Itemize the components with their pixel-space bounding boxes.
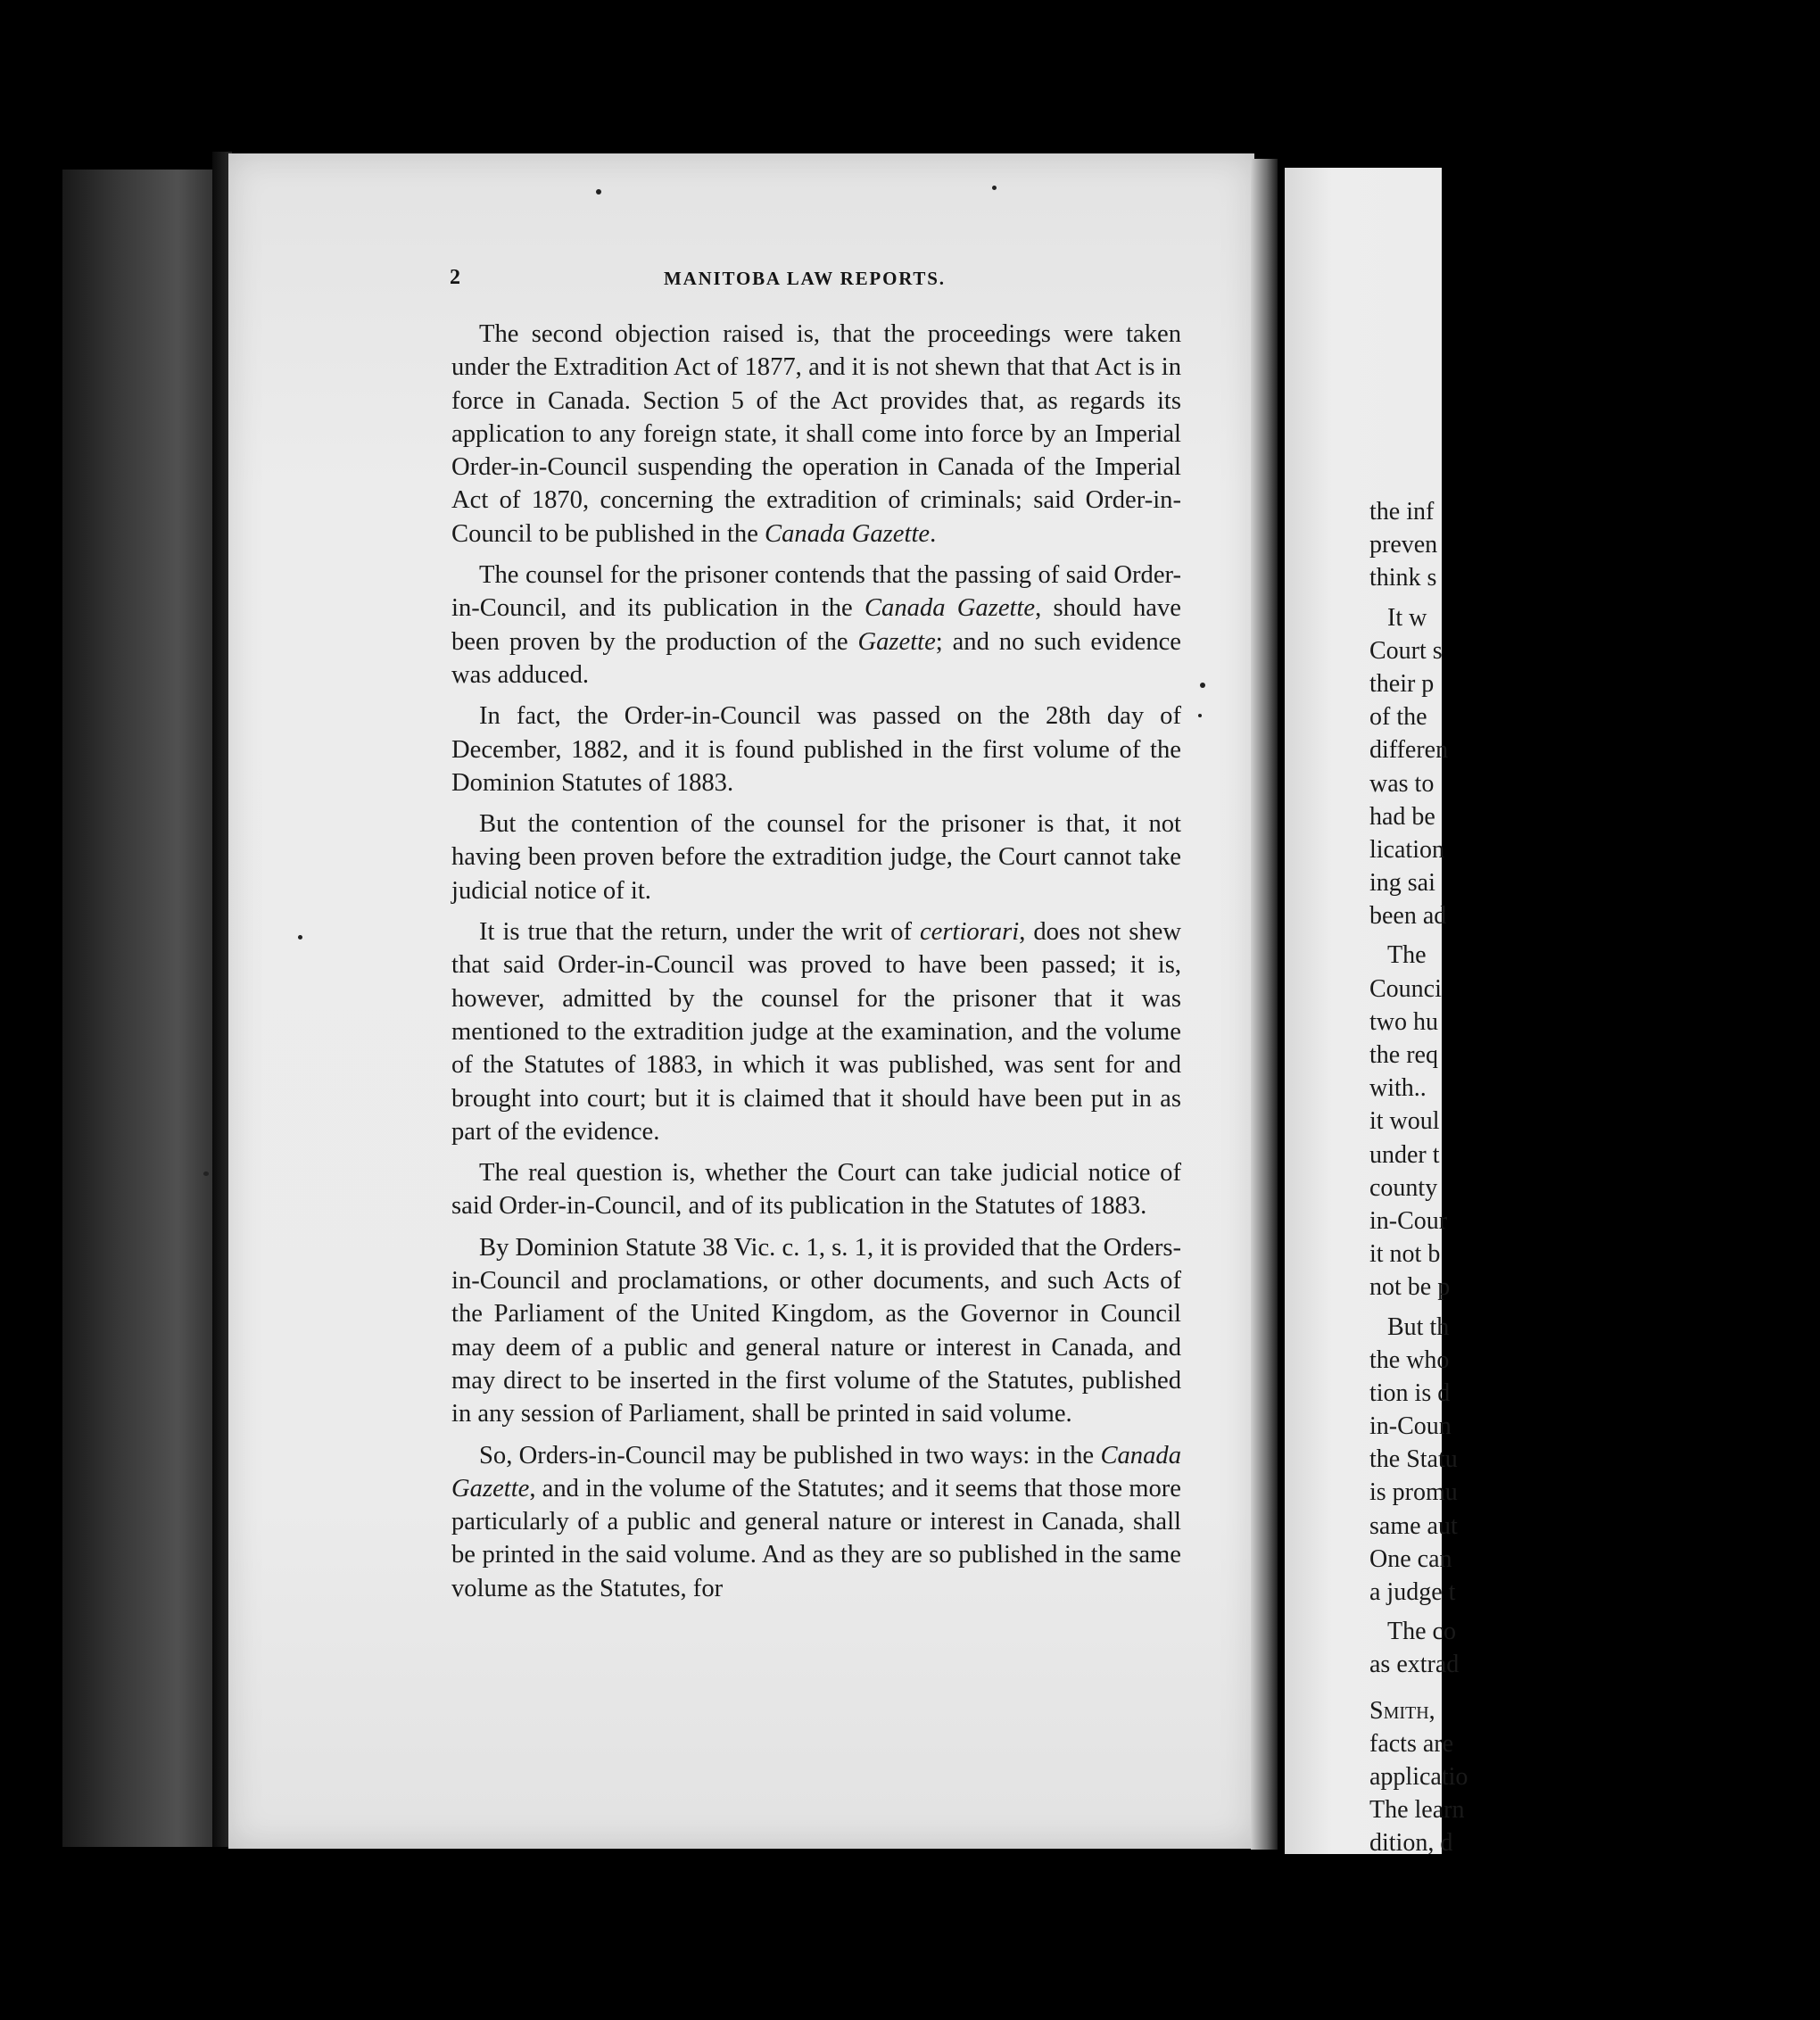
paragraph-text: So, Orders-in-Council may be published in two ways: in the <box>479 1441 1101 1469</box>
page-header <box>450 266 1181 296</box>
right-page-line: the req <box>1369 1041 1438 1069</box>
right-page-line: as extrad <box>1369 1651 1460 1679</box>
right-page-line: it woul <box>1369 1107 1440 1136</box>
page-body <box>451 318 1181 1613</box>
italic-text: Canada Gazette <box>451 1441 1181 1503</box>
right-page-line: The learn <box>1369 1796 1465 1825</box>
page-number: 2 <box>450 266 462 289</box>
paragraph-text: But the contention of the counsel for the prisoner is that, it not having been proven before the extradition judge, the Court cannot take judicial notice of it. <box>451 810 1181 905</box>
body-paragraph <box>451 318 1181 551</box>
scan-speck <box>596 189 601 195</box>
paragraph-text: The counsel for the prisoner contends that the passing of said Order-in-Council, and its publication in the <box>451 561 1181 623</box>
right-page-line: One can <box>1369 1544 1452 1573</box>
right-page-line: differen <box>1369 736 1449 765</box>
right-page-line: The <box>1387 941 1427 970</box>
body-paragraph <box>451 1156 1181 1223</box>
right-page-line: It w <box>1387 603 1427 632</box>
line-gap <box>1369 932 1816 939</box>
scan-speck <box>1200 683 1205 688</box>
right-page-line: had be <box>1369 802 1435 831</box>
scan-speck <box>203 1171 209 1176</box>
scan-speck <box>1198 714 1202 717</box>
right-page-line: lication <box>1369 835 1444 864</box>
paragraph-text: It is true that the return, under the writ of <box>479 918 920 947</box>
paragraph-text: In fact, the Order-in-Council was passed on the 28th day of December, 1882, and it is found published in the first volume of the Dominion Statutes of 1883. <box>451 702 1181 797</box>
line-gap <box>1369 595 1816 601</box>
running-head: MANITOBA LAW REPORTS. <box>664 268 946 289</box>
body-paragraph <box>451 1231 1181 1431</box>
paragraph-text: The real question is, whether the Court can take judicial notice of said Order-in-Council, and of its publication in the Statutes of 1883. <box>451 1159 1181 1221</box>
book-binding-shadow <box>62 170 228 1847</box>
right-page-line: dition, d <box>1369 1829 1453 1858</box>
right-page-line: in-Coun <box>1369 1412 1452 1441</box>
right-page-text <box>1369 495 1816 1860</box>
paragraph-text: ; and no such evidence was adduced. <box>451 627 1181 689</box>
body-paragraph <box>451 915 1181 1148</box>
page-gutter <box>1251 159 1278 1850</box>
paragraph-text: By Dominion Statute 38 Vic. c. 1, s. 1, it is provided that the Orders-in-Council and proclamations, or other documents, and such Acts of the Parliament of the United Kingdom, as the Governor in Council may deem of a public and general nature or interest in Canada, and may direct to be inserted in the first volume of the Statutes, published in any session of Parliament, shall be printed in said volume. <box>451 1233 1181 1428</box>
right-page-line: The co <box>1387 1618 1456 1646</box>
right-page-line: ing sai <box>1369 869 1435 898</box>
right-page-line: been ad <box>1369 902 1447 931</box>
paragraph-text: , and in the volume of the Statutes; and it seems that those more particularly of a public and general nature or interest in Canada, shall be printed in the said volume. And as they are so published in the same volume as the Statutes, for <box>451 1474 1181 1602</box>
italic-text: Canada Gazette <box>765 519 931 548</box>
italic-text: Gazette <box>857 627 936 656</box>
scan-speck <box>298 935 302 940</box>
body-paragraph <box>451 559 1181 691</box>
right-page-line: the who <box>1369 1345 1450 1374</box>
right-page-line: Court s <box>1369 636 1443 665</box>
paragraph-text: The second objection raised is, that the proceedings were taken under the Extradition Act of 1877, and it is not shewn that that Act is in force in Canada. Section 5 of the Act provides that, as regards its application to any foreign state, it shall come into force by an Imperial Order-in-Council suspending the operation in Canada of the Imperial Act of 1870, concerning the extradition of criminals; said Order-in-Council to be published in the <box>451 320 1181 548</box>
right-page-line: the Statu <box>1369 1445 1458 1474</box>
line-gap <box>1369 1682 1816 1688</box>
italic-text: Canada Gazette <box>864 594 1036 623</box>
scan-speck <box>992 186 997 190</box>
right-page-line: with.. <box>1369 1074 1427 1103</box>
paragraph-text: , does not shew that said Order-in-Council was proved to have been passed; it is, however, admitted by the counsel for the prisoner that it was mentioned to the extradition judge at the examination, and the volume of the Statutes of 1883, in which it was published, was sent for and brought into court; but it is claimed that it should have been put in as part of the evidence. <box>451 918 1182 1146</box>
right-page-line: same aut <box>1369 1511 1458 1540</box>
right-page-line: not be p <box>1369 1273 1451 1302</box>
right-page-line: applicatio <box>1369 1762 1468 1791</box>
right-page-line: in-Cour <box>1369 1206 1448 1235</box>
right-page-line: county <box>1369 1173 1438 1202</box>
right-page-line: is promu <box>1369 1478 1458 1507</box>
right-page-line: it not b <box>1369 1240 1441 1269</box>
right-page-line: facts are <box>1369 1729 1454 1758</box>
body-paragraph <box>451 807 1181 907</box>
right-page-line: under t <box>1369 1140 1440 1169</box>
right-page-line: Smith, <box>1369 1696 1435 1725</box>
right-page-line: tion is d <box>1369 1378 1451 1407</box>
right-page-line: But th <box>1387 1312 1450 1341</box>
right-page-line: a judge t <box>1369 1578 1456 1606</box>
body-paragraph <box>451 1439 1181 1605</box>
right-page-partial <box>1285 168 1468 1858</box>
right-page-line: their p <box>1369 669 1435 698</box>
line-gap <box>1369 1688 1816 1694</box>
right-page-line: Counci <box>1369 974 1442 1003</box>
right-page-line: preven <box>1369 531 1438 559</box>
right-page-line: was to <box>1369 769 1435 798</box>
line-gap <box>1369 1609 1816 1615</box>
right-page-line: the inf <box>1369 498 1435 526</box>
right-page-line: of the <box>1369 703 1427 732</box>
body-paragraph <box>451 700 1181 799</box>
line-gap <box>1369 1304 1816 1311</box>
right-page-line: think s <box>1369 564 1437 592</box>
paragraph-text: , should have been proven by the production of the <box>451 594 1181 656</box>
right-page-line: two hu <box>1369 1007 1438 1036</box>
paragraph-text: . <box>930 519 937 548</box>
italic-text: certiorari <box>919 918 1020 947</box>
